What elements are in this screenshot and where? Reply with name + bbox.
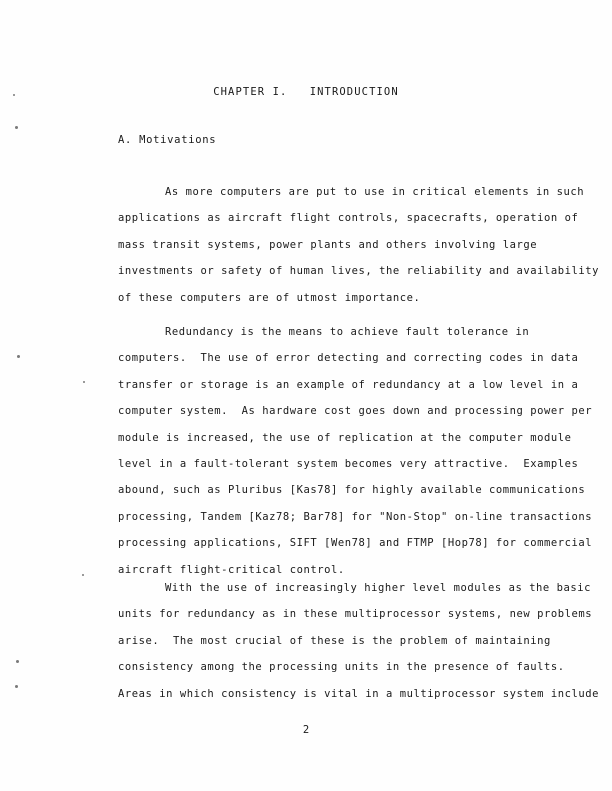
paragraph-line: computers. The use of error detecting and correcting codes in data bbox=[118, 352, 579, 365]
scan-speck bbox=[83, 381, 85, 383]
paragraph-line: of these computers are of utmost importance. bbox=[118, 291, 421, 304]
paragraph-line: mass transit systems, power plants and others involving large bbox=[118, 238, 538, 251]
paragraph-line: module is increased, the use of replication at the computer module bbox=[118, 431, 572, 444]
scan-speck bbox=[17, 355, 20, 358]
scan-speck bbox=[15, 126, 18, 129]
paragraph-line: Redundancy is the means to achieve fault tolerance in bbox=[165, 326, 530, 338]
paragraph-line: aircraft flight-critical control. bbox=[118, 563, 345, 576]
paragraph-line: abound, such as Pluribus [Kas78] for highly available communications bbox=[118, 484, 586, 497]
paragraph-1 bbox=[118, 179, 600, 311]
scan-speck bbox=[82, 574, 84, 576]
paragraph-line: consistency among the processing units in the presence of faults. bbox=[118, 661, 565, 674]
paragraph-line: investments or safety of human lives, the reliability and availability bbox=[118, 265, 600, 278]
paragraph-line: computer system. As hardware cost goes down and processing power per bbox=[118, 405, 593, 418]
scan-speck bbox=[15, 685, 18, 688]
paragraph-line: As more computers are put to use in critical elements in such bbox=[165, 186, 585, 198]
paragraph-line: Areas in which consistency is vital in a multiprocessor system include bbox=[118, 687, 600, 700]
section-heading: A. Motivations bbox=[118, 134, 217, 146]
scan-speck bbox=[16, 660, 19, 663]
paragraph-line: units for redundancy as in these multiprocessor systems, new problems bbox=[118, 608, 593, 621]
paragraph-2 bbox=[118, 319, 593, 583]
paragraph-line: processing applications, SIFT [Wen78] and FTMP [Hop78] for commercial bbox=[118, 537, 593, 550]
paragraph-line: transfer or storage is an example of redundancy at a low level in a bbox=[118, 378, 579, 391]
page-number: 2 bbox=[302, 724, 310, 736]
paragraph-line: applications as aircraft flight controls, spacecrafts, operation of bbox=[118, 212, 579, 225]
paragraph-line: arise. The most crucial of these is the problem of maintaining bbox=[118, 634, 551, 647]
paragraph-line: processing, Tandem [Kaz78; Bar78] for "Non-Stop" on-line transactions bbox=[118, 510, 593, 523]
paragraph-line: level in a fault-tolerant system becomes very attractive. Examples bbox=[118, 458, 579, 471]
chapter-heading: CHAPTER I. INTRODUCTION bbox=[213, 86, 399, 98]
paragraph-3 bbox=[118, 575, 600, 707]
paragraph-line: With the use of increasingly higher level modules as the basic bbox=[165, 582, 592, 594]
